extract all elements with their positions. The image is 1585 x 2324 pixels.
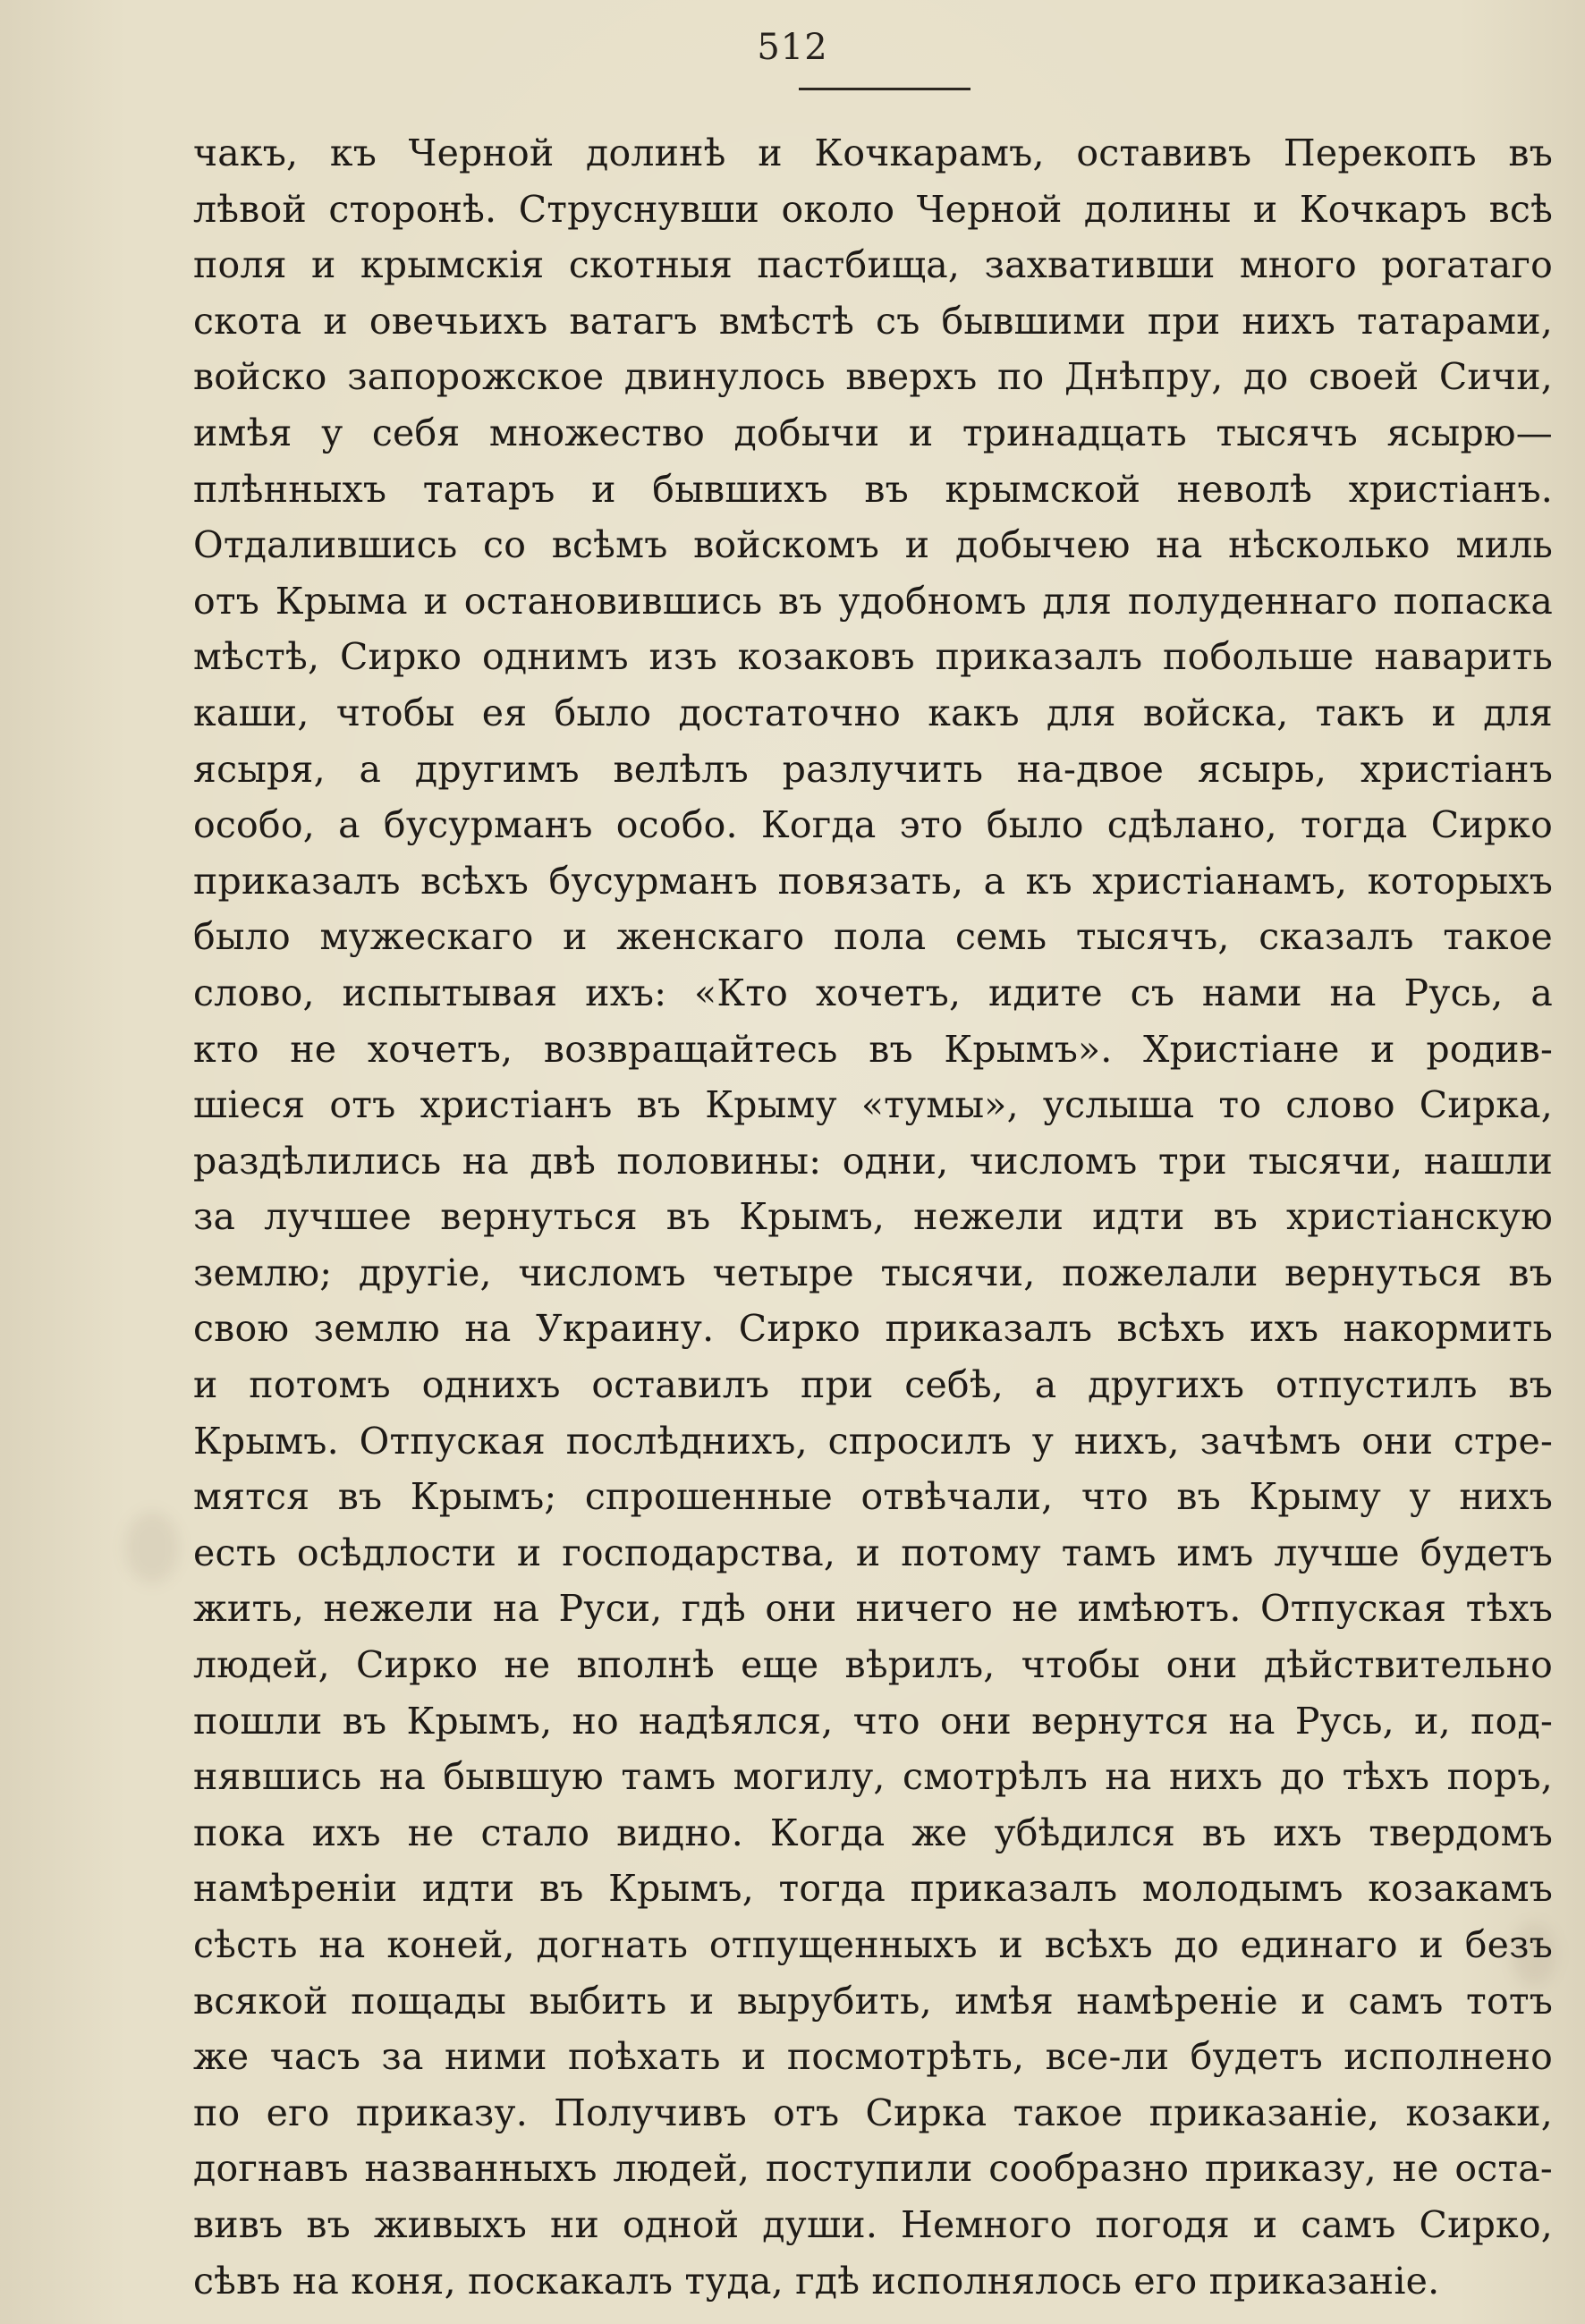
text-line: есть осѣдлости и господарства, и потому тамъ имъ лучше будетъ — [193, 1531, 1553, 1574]
text-line: намѣреніи идти въ Крымъ, тогда приказалъ молодымъ козакамъ — [193, 1867, 1553, 1911]
text-line: пока ихъ не стало видно. Когда же убѣдился въ ихъ твердомъ — [193, 1811, 1553, 1854]
text-line: слово, испытывая ихъ: «Кто хочетъ, идите съ нами на Русь, а — [193, 971, 1553, 1014]
text-line: вивъ въ живыхъ ни одной души. Немного погодя и самъ Сирко, — [193, 2202, 1553, 2246]
text-line: особо, а бусурманъ особо. Когда это было сдѣлано, тогда Сирко — [193, 803, 1553, 847]
text-line: же часъ за ними поѣхать и посмотрѣть, все-ли будетъ исполнено — [193, 2035, 1553, 2079]
text-line: по его приказу. Получивъ отъ Сирка такое приказаніе, козаки, — [193, 2091, 1553, 2134]
text-line: войско запорожское двинулось вверхъ по Днѣпру, до своей Сичи, — [193, 355, 1553, 399]
text-line: землю; другіе, числомъ четыре тысячи, пожелали вернуться въ — [193, 1251, 1553, 1294]
page-number: 512 — [757, 27, 828, 68]
paper-stain — [125, 1512, 179, 1583]
text-line: приказалъ всѣхъ бусурманъ повязать, а къ христіанамъ, которыхъ — [193, 859, 1553, 903]
text-line: каши, чтобы ея было достаточно какъ для войска, такъ и для — [193, 691, 1553, 734]
page-number-rule — [799, 88, 970, 90]
text-line: поля и крымскія скотныя пастбища, захвативши много рогатаго — [193, 243, 1553, 287]
text-line: отъ Крыма и остановившись въ удобномъ для полуденнаго попаска — [193, 579, 1553, 623]
text-line: Отдалившись со всѣмъ войскомъ и добычею на нѣсколько миль — [193, 523, 1553, 567]
text-line: шіеся отъ христіанъ въ Крыму «тумы», услыша то слово Сирка, — [193, 1083, 1553, 1127]
text-line: жить, нежели на Руси, гдѣ они ничего не имѣютъ. Отпуская тѣхъ — [193, 1587, 1553, 1631]
text-line: раздѣлились на двѣ половины: одни, числомъ три тысячи, нашли — [193, 1139, 1553, 1183]
text-line: догнавъ названныхъ людей, поступили сообразно приказу, не оста- — [193, 2147, 1553, 2191]
text-line: кто не хочетъ, возвращайтесь въ Крымъ». Христіане и родив- — [193, 1027, 1553, 1071]
text-line: мѣстѣ, Сирко однимъ изъ козаковъ приказалъ побольше наварить — [193, 635, 1553, 679]
text-line: Крымъ. Отпуская послѣднихъ, спросилъ у нихъ, зачѣмъ они стре- — [193, 1419, 1553, 1463]
body-text — [193, 125, 1553, 2309]
text-line: всякой пощады выбить и вырубить, имѣя намѣреніе и самъ тотъ — [193, 1979, 1553, 2023]
text-line: сѣсть на коней, догнать отпущенныхъ и всѣхъ до единаго и безъ — [193, 1923, 1553, 1966]
text-line: скота и овечьихъ ватагъ вмѣстѣ съ бывшими при нихъ татарами, — [193, 299, 1553, 343]
text-line: пошли въ Крымъ, но надѣялся, что они вернутся на Русь, и, под- — [193, 1699, 1553, 1743]
text-line: имѣя у себя множество добычи и тринадцать тысячъ ясырю— — [193, 411, 1553, 454]
text-line: нявшись на бывшую тамъ могилу, смотрѣлъ на нихъ до тѣхъ поръ, — [193, 1755, 1553, 1799]
text-line: чакъ, къ Черной долинѣ и Кочкарамъ, оставивъ Перекопъ въ — [193, 131, 1553, 174]
text-line: за лучшее вернуться въ Крымъ, нежели идти въ христіанскую — [193, 1195, 1553, 1239]
text-line: лѣвой сторонѣ. Струснувши около Черной долины и Кочкаръ всѣ — [193, 187, 1553, 231]
text-line: людей, Сирко не вполнѣ еще вѣрилъ, чтобы они дѣйствительно — [193, 1643, 1553, 1687]
text-line: сѣвъ на коня, поскакалъ туда, гдѣ исполнялось его приказаніе. — [193, 2259, 1440, 2303]
text-line: плѣнныхъ татаръ и бывшихъ въ крымской неволѣ христіанъ. — [193, 467, 1553, 511]
text-line: ясыря, а другимъ велѣлъ разлучить на-двое ясырь, христіанъ — [193, 747, 1553, 791]
text-line: мятся въ Крымъ; спрошенные отвѣчали, что въ Крыму у нихъ — [193, 1475, 1553, 1519]
text-line: и потомъ однихъ оставилъ при себѣ, а другихъ отпустилъ въ — [193, 1363, 1553, 1407]
text-line: свою землю на Украину. Сирко приказалъ всѣхъ ихъ накормить — [193, 1307, 1553, 1351]
text-line: было мужескаго и женскаго пола семь тысячъ, сказалъ такое — [193, 915, 1553, 959]
